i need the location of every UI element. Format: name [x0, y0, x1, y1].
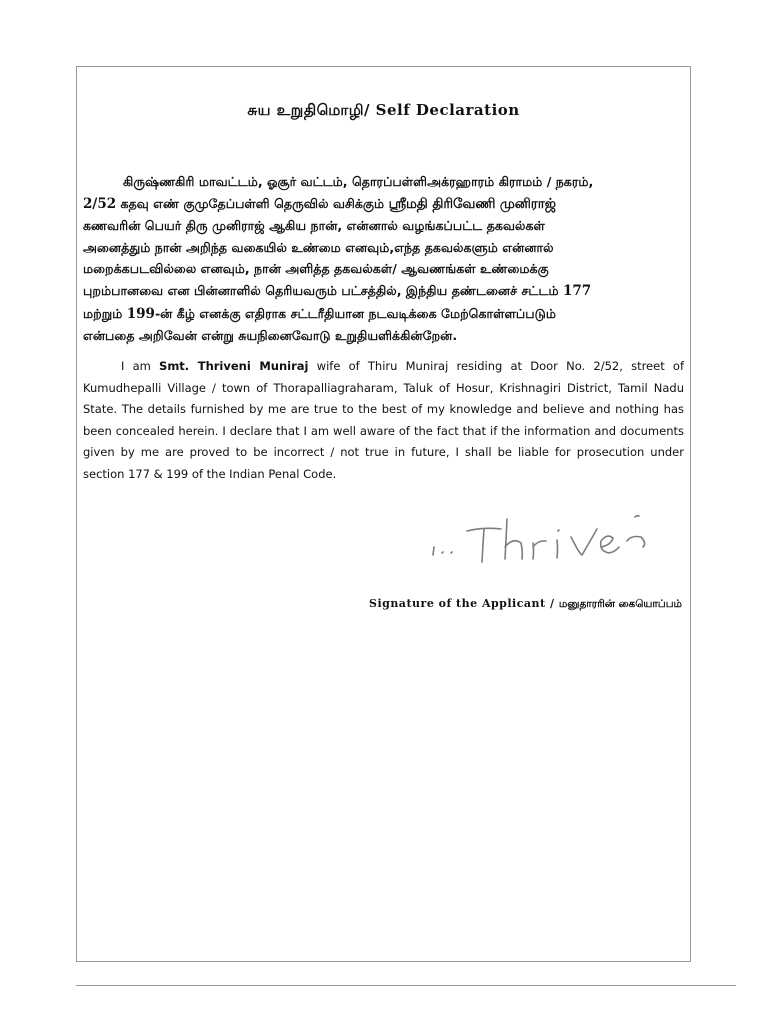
- tamil-line-4: அனைத்தும் நான் அறிந்த வகையில் உண்மை எனவும்,எந்த தகவல்களும் என்னால்: [83, 239, 554, 255]
- applicant-name: Smt. Thriveni Muniraj: [159, 359, 309, 373]
- footer-divider: [76, 985, 736, 986]
- tamil-line-7-text: -ன் கீழ் எனக்கு எதிராக சட்டரீதியான நடவடிக்கை மேற்கொள்ளப்படும்: [154, 305, 556, 321]
- signature-caption: [369, 597, 682, 611]
- tamil-line-3: கணவரின் பெயர் திரு முனிராஜ் ஆகிய நான், என்னால் வழங்கப்பட்ட தகவல்கள்: [83, 218, 545, 234]
- english-body: wife of Thiru Muniraj residing at Door No. 2/52, street of Kumudhepalli Village / town of Thorapalliagraharam, Taluk of Hosur, Krishnagiri District, Tamil Nadu State. The details furnished by me are true to the best of my knowledge and believe and nothing has been concealed herein. I declare that I am well aware of the fact that if the information and documents given by me are proved to be incorrect / not true in future, I shall be liable for prosecution under section 177 & 199 of the Indian Penal Code.: [83, 359, 685, 481]
- tamil-line-7-prefix: மற்றும்: [83, 305, 123, 321]
- signature-caption-english: Signature of the Applicant /: [369, 597, 555, 610]
- document-title: சுய உறுதிமொழி/ Self Declaration: [247, 101, 520, 119]
- section-number-177: 177: [563, 282, 592, 299]
- page-frame: [76, 66, 691, 962]
- signature-caption-tamil: மனுதாரரின் கையொப்பம்: [558, 598, 682, 610]
- english-declaration-paragraph: [83, 356, 684, 485]
- handwritten-signature: [429, 507, 659, 569]
- applicant-name-tamil: ஸ்ரீமதி திரிவேணி முனிராஜ்: [388, 196, 556, 212]
- section-number-199: 199: [126, 305, 155, 322]
- tamil-line-7: [83, 303, 683, 326]
- tamil-line-5: மறைக்கபடவில்லை எனவும், நான் அளித்த தகவல்கள்/ ஆவணங்கள் உண்மைக்கு: [83, 261, 549, 277]
- tamil-line-2: [83, 193, 683, 216]
- tamil-line-1: கிருஷ்ணகிரி மாவட்டம், ஓசூர் வட்டம், தொரப்பள்ளிஅக்ரஹாரம் கிராமம் / நகரம்,: [123, 174, 594, 189]
- tamil-declaration-paragraph: [83, 171, 683, 347]
- tamil-line-2-text: கதவு எண் குமுதேப்பள்ளி தெருவில் வசிக்கும்: [120, 195, 385, 211]
- english-intro: I am: [121, 359, 151, 373]
- tamil-line-8: என்பதை அறிவேன் என்று சுயநினைவோடு உறுதியளிக்கின்றேன்.: [83, 328, 458, 344]
- door-number: 2/52: [83, 195, 117, 212]
- tamil-line-6: [83, 280, 683, 303]
- tamil-line-6-text: புறம்பானவை என பின்னாளில் தெரியவரும் பட்சத்தில், இந்திய தண்டனைச் சட்டம்: [83, 282, 559, 298]
